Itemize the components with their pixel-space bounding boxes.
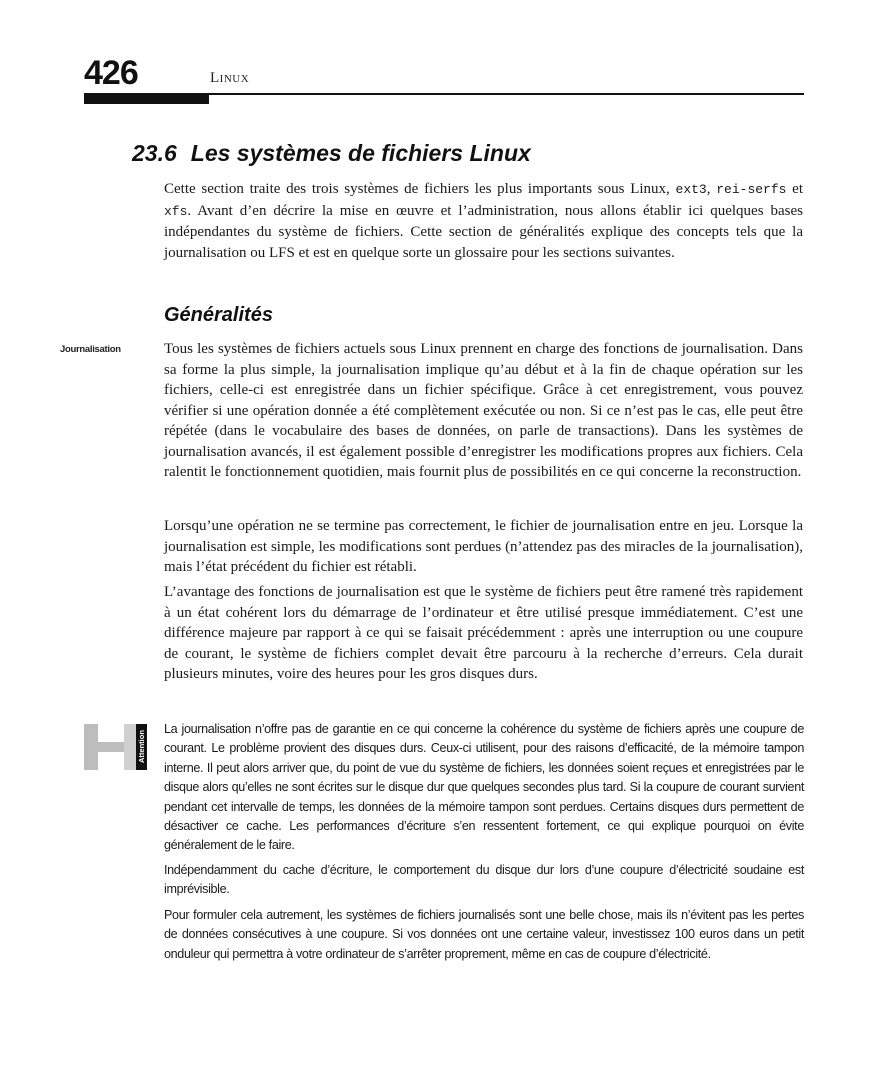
running-title: Linux — [210, 70, 250, 86]
intro-text-4: . Avant d’en décrire la mise en œuvre et l’administration, nous allons établir ici quelques bases indépendantes du système de fichiers. Cette section de généralités explique des concepts tels que la journalisation ou LFS et est en quelque sorte un glossaire pour les sections suivantes. — [164, 202, 803, 261]
section-number: 23.6 — [132, 140, 177, 166]
body-paragraph: L’avantage des fonctions de journalisation est que le système de fichiers peut être ramené très rapidement à un état cohérent lors du démarrage de l’ordinateur et être utilisé presque immédiatement. C’est une différence majeure par rapport à ce qui se faisait précédemment : après une interruption ou une coupure de courant, le système de fichiers complet devait être parcouru à la recherche d’erreurs. Cela durait plusieurs minutes, voire des heures pour les gros disques durs. — [164, 584, 803, 682]
attention-icon — [84, 724, 150, 770]
body-paragraph: Tous les systèmes de fichiers actuels sous Linux prennent en charge des fonctions de journalisation. Dans sa forme la plus simple, la journalisation implique qu’au début et à la fin de chaque opération sur les fichiers, celle-ci est enregistrée dans un fichier spécifique. Grâce à cet enregistrement, vous pouvez vérifier si une opération donnée a été complètement exécutée ou non. Si ce n’est pas le cas, elle peut être répétée (dans le vocabulaire des bases de données, on parle de transactions). Dans les systèmes de journalisation avancés, il est également possible d’enregistrer les modifications propres aux fichiers. Cela ralentit le fonctionnement quotidien, mais fournit plus de possibilités en ce qui concerne la reconstruction. — [164, 341, 803, 480]
body-paragraph: Lorsqu’une opération ne se termine pas correctement, le fichier de journalisation entre en jeu. Lorsque la journalisation est simple, les modifications sont perdues (n’attendez pas des miracles de la journalisation), mais l’état précédent du fichier est rétabli. — [164, 518, 803, 575]
header-rule-accent — [84, 95, 209, 104]
margin-note: Journalisation — [60, 344, 121, 355]
intro-text-3: et — [786, 181, 804, 197]
section-title: Les systèmes de fichiers Linux — [190, 140, 531, 166]
note-paragraph: La journalisation n’offre pas de garantie en ce qui concerne la cohérence du système de fichiers après une coupure de courant. Le problème provient des disques durs. Ceux-ci utilisent, pour des raisons d’efficacité, de la mémoire tampon interne. Il peut alors arriver que, du point de vue du système de fichiers, les données soient reçues et enregistrées par le disque alors qu’elles ne sont écrites sur le disque dur que quelques secondes plus tard. Si la coupure de courant survient pendant cet intervalle de temps, les données de la mémoire tampon sont perdues. Certains disques durs permettent de désactiver ce cache. Les performances d’écriture s’en ressentent fortement, ce qui explique pourquoi on évite généralement de le faire. — [164, 722, 804, 853]
intro-code-reiserfs: rei-serfs — [716, 182, 787, 197]
intro-code-xfs: xfs — [164, 203, 188, 219]
section-heading — [132, 140, 812, 167]
intro-code-ext3: ext3 — [675, 182, 707, 197]
section-intro-paragraph — [164, 179, 803, 263]
attention-icon-label: Attention — [136, 724, 147, 770]
note-paragraph: Indépendamment du cache d’écriture, le comportement du disque dur lors d’une coupure d’électricité soudaine est imprévisible. — [164, 863, 804, 897]
page-number: 426 — [84, 54, 138, 92]
note-paragraph: Pour formuler cela autrement, les systèmes de fichiers journalisés sont une belle chose, mais ils n’évitent pas les pertes de données consécutives à une coupure. Si vos données ont une certaine valeur, investissez 100 euros dans un petit onduleur qui permettra à votre ordinateur de s’arrêter proprement, même en cas de coupure d’électricité. — [164, 908, 804, 961]
intro-text-2: , — [706, 181, 717, 197]
subsection-heading: Généralités — [164, 304, 273, 326]
intro-text-1: Cette section traite des trois systèmes de fichiers les plus importants sous Linux, — [164, 181, 676, 197]
